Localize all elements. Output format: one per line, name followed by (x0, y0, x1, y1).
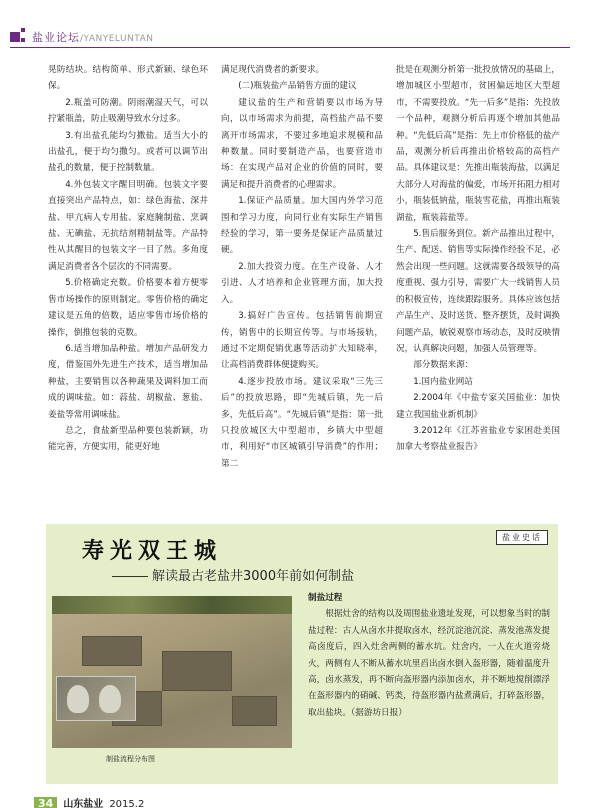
paragraph: 2.加大投资力度。在生产设备、人才引进、人才培养和企业管理方面，加大投入。 (221, 261, 383, 305)
paragraph: 批是在观测分析第一批投放情况的基础上，增加城区小型超市，贫困偏远地区大型超市，不需要投放。“先一后多”是指：先投放一个品种，观测分析后再逐个增加其他品种。“先低后高”是指：先上市价格低的盐产品，观测分析后再推出价格较高的高档产品。具体建议是：先推出瓶装海盐，以满足大部分人对海盐的偏爱，市场开拓阻力相对小，瓶装低钠盐，瓶装雪花盐，再推出瓶装湖盐，瓶装蒜盐等。 (396, 65, 560, 223)
header-dot-icon (21, 28, 25, 32)
paragraph: 5.售后服务到位。新产品推出过程中，生产、配送、销售等实际操作经验不足，必然会出现一些问题。这就需要各级领导的高度重视、强力引导，需要广大一线销售人员的积极宣传，连续跟踪服务。具体应该包括产品生产、及时送货、整齐摆货，及时调换问题产品，敏锐观察市场动态，及时反映情况，认真解决问题，加强人员管理等。 (396, 229, 560, 354)
sources-heading: 部分数据来源： (413, 360, 474, 371)
pottery-jar (67, 685, 89, 713)
paragraph: 总之，食盐新型品种要包装新颖，功能完善，方便实用，能更好地 (48, 425, 208, 453)
paragraph: 建议盐的生产和营销要以市场为导向，以市场需求为前提，高档盐产品不要离开市场需求，不要过多地追求规模和品种数量。同时要制造产品，也要营造市场：在实现产品对企业的价值的同时，要满足和提升消费者的心理需求。 (221, 97, 383, 190)
photo-pit (162, 651, 232, 691)
magazine-name: 山东盐业 (63, 799, 104, 808)
feature-text (308, 590, 550, 721)
paragraph: 4.外包装文字醒目明确。包装文字要直接突出产品特点，如：绿色海盐、深井盐、甲亢病人专用盐、家庭腌制盐、烹调盐、无碘盐、无抗结剂精制盐等。产品特性从其醒目的包装文字一目了然。多角度满足消费者各个层次的不同需要。 (48, 179, 208, 272)
page-footer (34, 795, 144, 808)
source-item: 3.2012年《江苏省盐业专家困赴美国加拿大考察盐业报告》 (396, 425, 560, 453)
feature-box (46, 524, 558, 784)
section-title-pinyin: /YANYELUNTAN (80, 34, 154, 44)
paragraph: 6.适当增加品种盐。增加产品研发力度，借鉴国外先进生产技术，适当增加品种盐，主要销售以各种蔬果及调料加工而成的调味盐。如：蒜盐、胡椒盐、葱盐、姜盐等常用调味盐。 (48, 343, 208, 420)
article-column-3 (396, 62, 560, 456)
paragraph: 满足现代消费者的新要求。 (221, 65, 325, 75)
photo-caption: 制盐流程分布图 (106, 755, 155, 763)
article-column-2 (221, 62, 383, 472)
paragraph: 3.搞好广告宣传。包括销售前期宣传，销售中的长期宣传等。与市场接轨，通过不定期促销优惠等活动扩大知晓率，让高档消费群体便捷购买。 (221, 311, 383, 371)
photo-pit (232, 696, 277, 726)
pottery-inset (56, 676, 136, 721)
section-title (32, 29, 153, 45)
article-column-1 (48, 62, 208, 456)
issue-number: 2015.2 (109, 799, 145, 808)
pottery-jar (99, 685, 121, 713)
source-item: 1.国内盐业网站 (413, 376, 473, 387)
feature-section-heading: 制盐过程 (308, 593, 343, 603)
paragraph: 5.价格确定充数。价格要本着方便零售市场操作的原则制定。零售价格的确定建议是五角的倍数，适应零售市场价格的操作，倒推包装的克数。 (48, 278, 208, 338)
photo-treeline (52, 596, 292, 614)
page-number: 34 (34, 797, 57, 808)
feature-body: 根据灶舍的结构以及周围盐业遗址发现，可以想象当时的制盐过程：古人从卤水井提取卤水，经沉淀池沉淀、蒸发池蒸发提高卤度后，四入灶舍两侧的蓄水坑。灶舍内，一人在火道旁烧火，两侧有人不断从蓄水坑里舀出卤水倒入盔形器，随着温度升高，卤水蒸发，再不断向盔形器内添加卤水，并不断地搅削漂浮在盔形器内的硝碱、钙类，待盔形器内盐煮满后，打碎盔形器，取出盐块。（据游坊日报） (308, 609, 550, 718)
paragraph: 1.保证产品质量。加大国内外学习范围和学习力度，向同行业有实际生产销售经验的学习，第一要务是保证产品质量过硬。 (221, 196, 383, 256)
feature-title: 寿光双王城 (82, 538, 223, 564)
excavation-photo (52, 596, 292, 748)
page-header (0, 28, 595, 50)
paragraph: 3.有出盐孔能均匀撒盐。适当大小的出盐孔，便于均匀撒匀。或者可以调节出盐孔的数量，便于控制数量。 (48, 130, 208, 174)
subtitle-dash (112, 576, 148, 577)
photo-pit (82, 636, 142, 666)
paragraph: 4.逐步投放市场。建议采取“三先三后”的投放思路，即“先城后镇，先一后多，先低后高”。“先城后镇”是指：第一批只投放城区大中型超市，乡镇大中型超市，利用好“市区城镇引导消费”的作用；第二 (221, 376, 383, 469)
paragraph: 晃防结块。结构简单、形式新颖、绿色环保。 (48, 65, 208, 92)
feature-subtitle-text: 解读最古老盐井3000年前如何制盐 (152, 569, 355, 584)
section-title-text: 盐业论坛 (32, 31, 80, 44)
paragraph: 2.瓶盖可防潮。阴雨潮湿天气，可以拧紧瓶盖，防止吸潮导致水分过多。 (48, 97, 208, 125)
section-heading: (二)瓶装盐产品销售方面的建议 (238, 81, 357, 92)
feature-subtitle (112, 565, 354, 584)
header-divider (10, 47, 570, 48)
header-dot-icon (21, 38, 25, 42)
header-square-icon (10, 32, 20, 42)
source-item: 2.2004年《中盐专家关国盐业：加快建立我国盐业新机制》 (396, 393, 560, 420)
feature-tag: 盐业史话 (496, 530, 548, 545)
